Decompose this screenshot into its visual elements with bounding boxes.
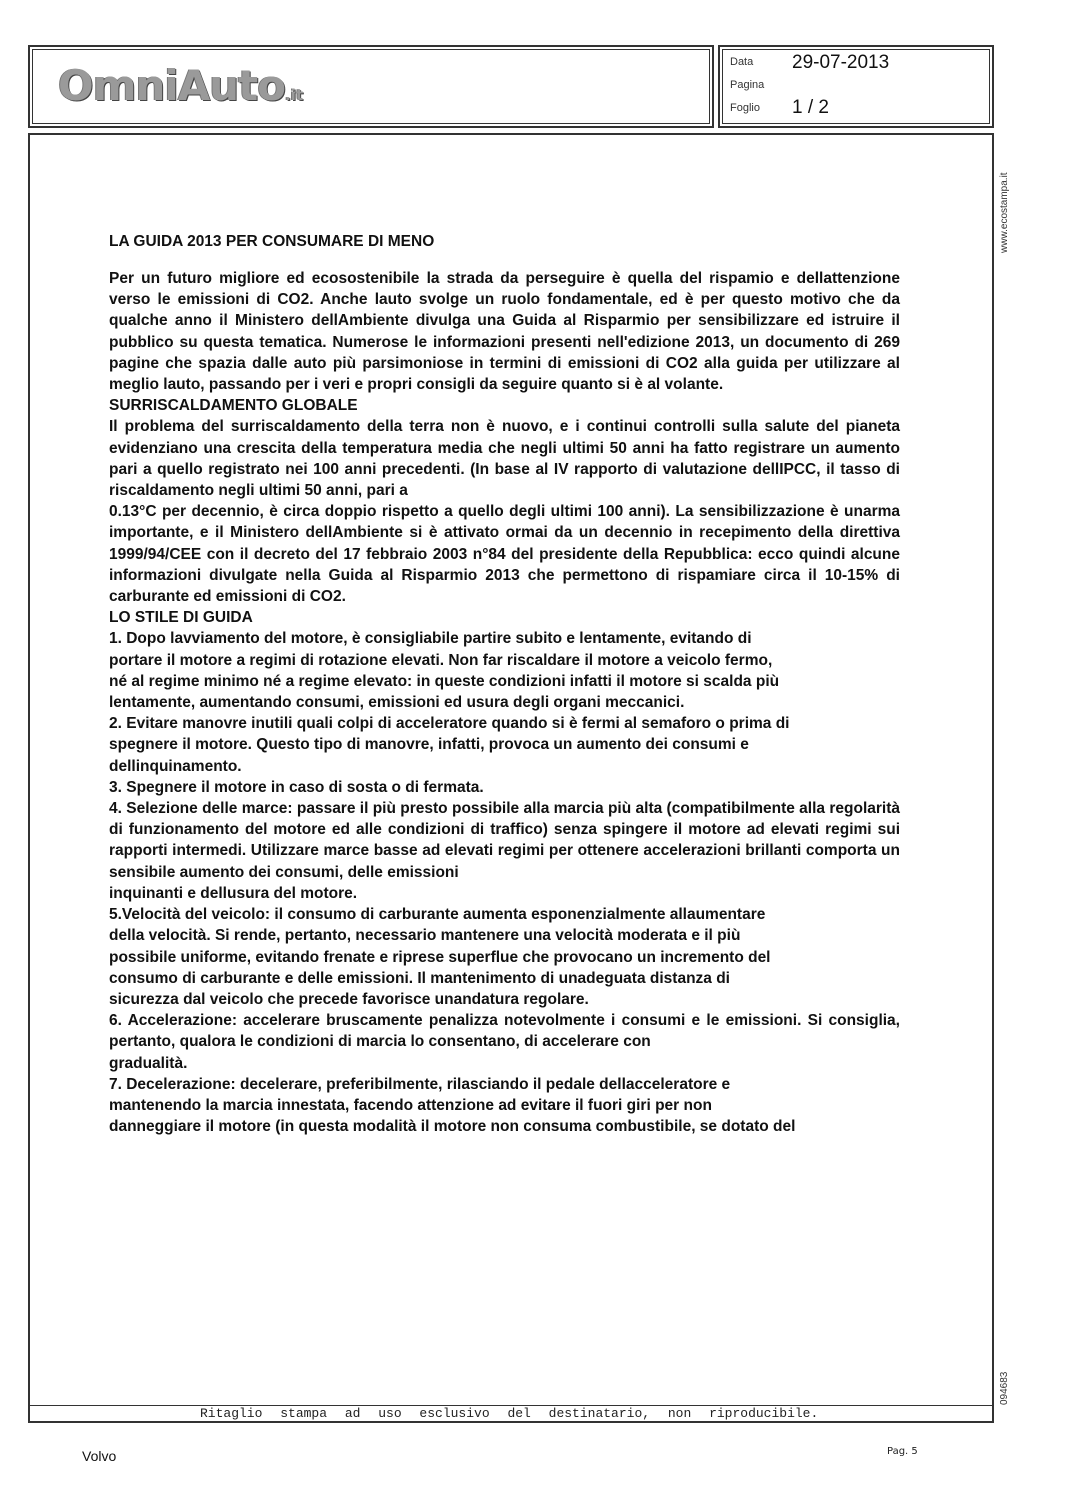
page-label: Pagina [730,79,765,91]
masthead-box [28,45,714,128]
clipping-disclaimer: Ritaglio stampa ad uso esclusivo del destinatario, non riproducibile. [200,1406,819,1421]
logo-main-text: OmniAuto [58,61,286,110]
clipping-code: 094683 [999,1371,1010,1405]
omniauto-logo [58,61,303,110]
article-body: Per un futuro migliore ed ecosostenibile la strada da perseguire è quella del rispamio e dellattenzione verso le emissioni di CO2. Anche lauto svolge un ruolo fondamentale, ed è per questo motivo che da qualche anno il Ministero dellAmbiente divulga una Guida al Risparmio per sensibilizzare ed istruire il pubblico su questa tematica. Numerose le informazioni presenti nell'edizione 2013, un documento di 269 pagine che spazia dalle auto più parsimoniose in termini di emissioni di CO2 alla guida per utilizzare al meglio lauto, passando per i veri e propri consigli da seguire quanto si è al volante. SURRISCALDAMENTO GLOBALE Il problema del surriscaldamento della terra non è nuovo, e i continui controlli sulla salute del pianeta evidenziano una crescita della temperatura media che negli ultimi 50 anni ha fatto registrare un aumento pari a quello registrato nei 100 anni precedenti. (In base al IV rapporto di valutazione dellIPCC, il tasso di riscaldamento negli ultimi 50 anni, pari a 0.13°C per decennio, è circa doppio rispetto a quello degli ultimi 100 anni). La sensibilizzazione è unarma importante, e il Ministero dellAmbiente si è attivato ormai da un decennio in recepimento della direttiva 1999/94/CEE con il decreto del 17 febbraio 2003 n°84 del presidente della Repubblica: ecco quindi alcune informazioni divulgate nella Guida al Risparmio 2013 che permettono di rispamiare circa il 10-15% di carburante ed emissioni di CO2. LO STILE DI GUIDA 1. Dopo lavviamento del motore, è consigliabile partire subito e lentamente, evitando di portare il motore a regimi di rotazione elevati. Non far riscaldare il motore a veicolo fermo, né al regime minimo né a regime elevato: in queste condizioni infatti il motore si scalda più lentamente, aumentando consumi, emissioni ed usura degli organi meccanici. 2. Evitare manovre inutili quali colpi di acceleratore quando si è fermi al semaforo o prima di spegnere il motore. Questo tipo di manovre, infatti, provoca un aumento dei consumi e dellinquinamento. 3. Spegnere il motore in caso di sosta o di fermata. 4. Selezione delle marce: passare il più presto possibile alla marcia più alta (compatibilmente alla regolarità di funzionamento del motore ed alle condizioni di traffico) senza spingere il motore ad elevati regimi sui rapporti intermedi. Utilizzare marce basse ad elevati regimi per ottenere accelerazioni brillanti comporta un sensibile aumento dei consumi, delle emissioni inquinanti e dellusura del motore. 5.Velocità del veicolo: il consumo di carburante aumenta esponenzialmente allaumentare della velocità. Si rende, pertanto, necessario mantenere una velocità moderata e il più possibile uniforme, evitando frenate e riprese superflue che provocano un incremento del consumo di carburante e delle emissioni. Il mantenimento di unadeguata distanza di sicurezza dal veicolo che precede favorisce unandatura regolare. 6. Accelerazione: accelerare bruscamente penalizza notevolmente i consumi e le emissioni. Si consiglia, pertanto, qualora le condizioni di marcia lo consentano, di accelerare con gradualità. 7. Decelerazione: decelerare, preferibilmente, rilasciando il pedale dellacceleratore e mantenendo la marcia innestata, facendo attenzione ad evitare il fuori giri per non danneggiare il motore (in questa modalità il motore non consuma combustibile, se dotato del [109,270,900,1136]
logo-tld-text: .it [285,86,304,104]
date-label: Data [730,56,754,68]
sheet-label: Foglio [730,102,760,114]
sheet-value: 1 / 2 [792,97,829,118]
page-number: Pag. 5 [887,1446,918,1457]
ecostampa-website: www.ecostampa.it [999,172,1010,253]
date-value: 29-07-2013 [792,52,890,73]
article [109,230,900,1137]
clipping-meta-box [718,45,994,128]
source-name: Volvo [82,1448,117,1464]
article-headline: LA GUIDA 2013 PER CONSUMARE DI MENO [109,233,435,250]
